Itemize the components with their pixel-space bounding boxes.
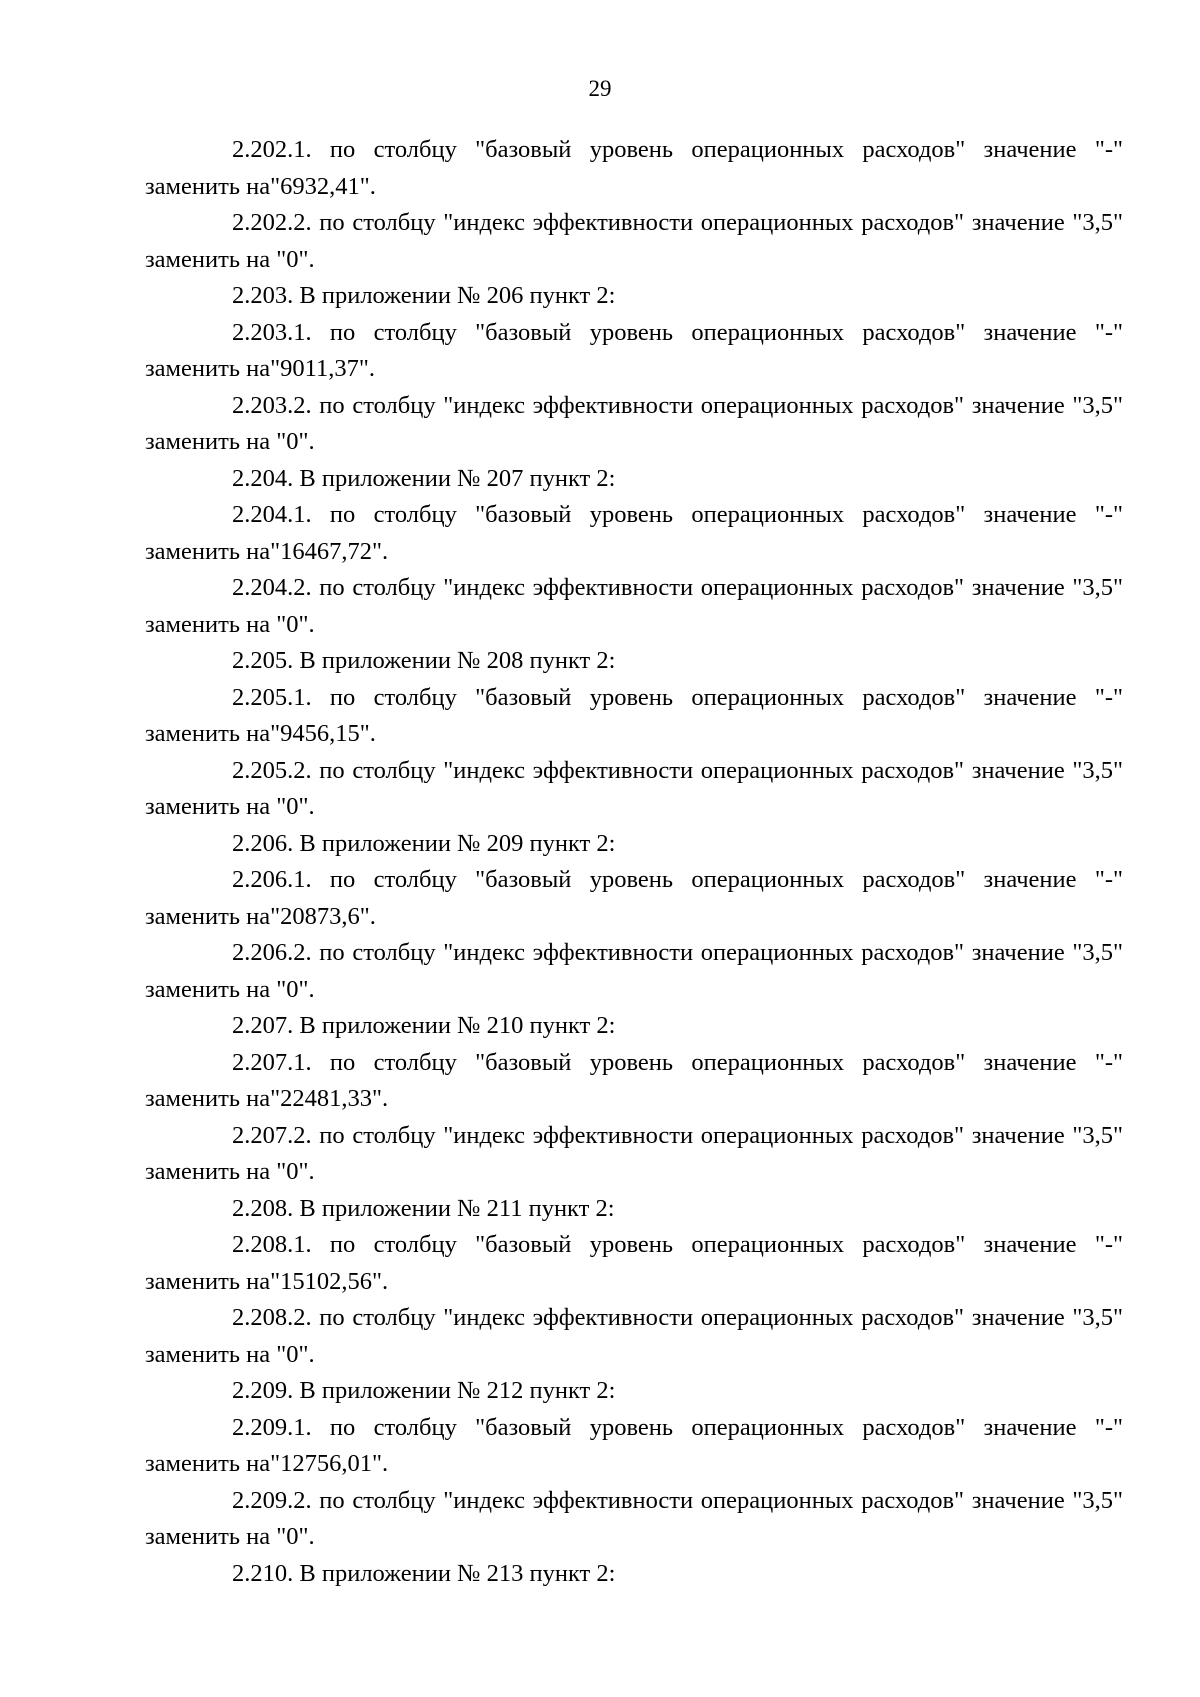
paragraph: 2.207.2. по столбцу "индекс эффективности операционных расходов" значение "3,5" заменить на "0". bbox=[145, 1121, 1123, 1185]
section-heading: 2.206. В приложении № 209 пункт 2: bbox=[232, 829, 616, 857]
section-heading: 2.209. В приложении № 212 пункт 2: bbox=[232, 1377, 616, 1404]
section-heading: 2.208. В приложении № 211 пункт 2: bbox=[232, 1194, 615, 1222]
paragraph: 2.208.1. по столбцу "базовый уровень операционных расходов" значение "-" заменить на"15102,56". bbox=[145, 1231, 1123, 1295]
section-heading: 2.210. В приложении № 213 пункт 2: bbox=[232, 1559, 616, 1587]
section-heading: 2.203. В приложении № 206 пункт 2: bbox=[232, 282, 616, 309]
paragraph: 2.204.2. по столбцу "индекс эффективности операционных расходов" значение "3,5" заменить на "0". bbox=[145, 574, 1123, 638]
paragraph: 2.208.2. по столбцу "индекс эффективности операционных расходов" значение "3,5" заменить на "0". bbox=[145, 1304, 1123, 1368]
paragraph: 2.204.1. по столбцу "базовый уровень операционных расходов" значение "-" заменить на"16467,72". bbox=[145, 501, 1123, 565]
page-number: 29 bbox=[588, 76, 612, 101]
section-heading: 2.207. В приложении № 210 пункт 2: bbox=[232, 1012, 616, 1039]
paragraph: 2.203.1. по столбцу "базовый уровень операционных расходов" значение "-" заменить на"9011,37". bbox=[145, 318, 1123, 382]
section-heading: 2.205. В приложении № 208 пункт 2: bbox=[232, 647, 616, 674]
paragraph: 2.203.2. по столбцу "индекс эффективности операционных расходов" значение "3,5" заменить на "0". bbox=[145, 391, 1123, 455]
paragraph: 2.206.1. по столбцу "базовый уровень операционных расходов" значение "-" заменить на"20873,6". bbox=[145, 866, 1123, 930]
document-body bbox=[145, 132, 1123, 1592]
paragraph: 2.205.1. по столбцу "базовый уровень операционных расходов" значение "-" заменить на"9456,15". bbox=[145, 683, 1123, 747]
paragraph: 2.202.2. по столбцу "индекс эффективности операционных расходов" значение "3,5" заменить на "0". bbox=[145, 209, 1123, 273]
section-heading: 2.204. В приложении № 207 пункт 2: bbox=[232, 464, 616, 492]
paragraph: 2.209.1. по столбцу "базовый уровень операционных расходов" значение "-" заменить на"12756,01". bbox=[145, 1413, 1123, 1477]
paragraph: 2.206.2. по столбцу "индекс эффективности операционных расходов" значение "3,5" заменить на "0". bbox=[145, 939, 1123, 1003]
paragraph: 2.209.2. по столбцу "индекс эффективности операционных расходов" значение "3,5" заменить на "0". bbox=[145, 1486, 1123, 1550]
paragraph: 2.202.1. по столбцу "базовый уровень операционных расходов" значение "-" заменить на"6932,41". bbox=[145, 136, 1123, 200]
paragraph: 2.207.1. по столбцу "базовый уровень операционных расходов" значение "-" заменить на"22481,33". bbox=[145, 1048, 1123, 1112]
paragraph: 2.205.2. по столбцу "индекс эффективности операционных расходов" значение "3,5" заменить на "0". bbox=[145, 756, 1123, 820]
